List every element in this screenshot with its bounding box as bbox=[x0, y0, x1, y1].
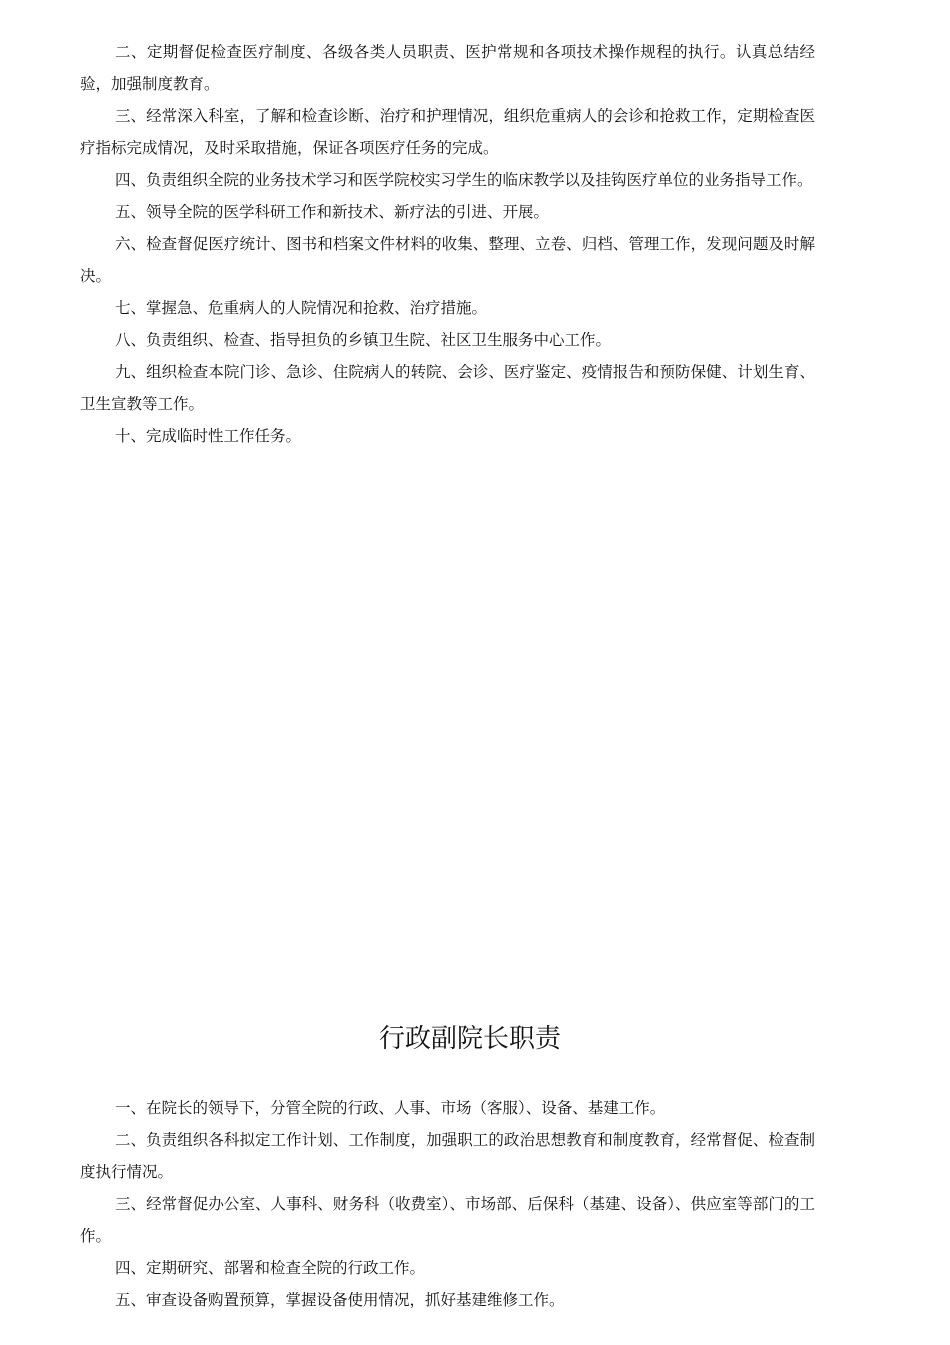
admin-duty-item-3: 三、经常督促办公室、人事科、财务科（收费室）、市场部、后保科（基建、设备）、供应室等部门的工作。 bbox=[80, 1195, 815, 1245]
duty-item-6: 六、检查督促医疗统计、图书和档案文件材料的收集、整理、立卷、归档、管理工作，发现问题及时解决。 bbox=[80, 235, 815, 285]
duty-item-4: 四、负责组织全院的业务技术学习和医学院校实习学生的临床教学以及挂钩医疗单位的业务指导工作。 bbox=[115, 171, 813, 189]
medical-duties-list bbox=[80, 36, 815, 452]
admin-duty-item-2: 二、负责组织各科拟定工作计划、工作制度，加强职工的政治思想教育和制度教育，经常督促、检查制度执行情况。 bbox=[80, 1131, 815, 1181]
duty-item-10: 十、完成临时性工作任务。 bbox=[115, 427, 302, 445]
duty-item-8: 八、负责组织、检查、指导担负的乡镇卫生院、社区卫生服务中心工作。 bbox=[115, 331, 612, 349]
duty-item-3: 三、经常深入科室，了解和检查诊断、治疗和护理情况，组织危重病人的会诊和抢救工作，定期检查医疗指标完成情况，及时采取措施，保证各项医疗任务的完成。 bbox=[80, 107, 815, 157]
admin-duty-item-1: 一、在院长的领导下，分管全院的行政、人事、市场（客服）、设备、基建工作。 bbox=[115, 1099, 666, 1117]
duty-item-5: 五、领导全院的医学科研工作和新技术、新疗法的引进、开展。 bbox=[115, 203, 550, 221]
section-title: 行政副院长职责 bbox=[378, 1024, 561, 1054]
admin-duties-list bbox=[80, 1092, 815, 1316]
duty-item-7: 七、掌握急、危重病人的人院情况和抢救、治疗措施。 bbox=[115, 299, 488, 317]
admin-duty-item-4: 四、定期研究、部署和检查全院的行政工作。 bbox=[115, 1259, 426, 1277]
duty-item-9: 九、组织检查本院门诊、急诊、住院病人的转院、会诊、医疗鉴定、疫情报告和预防保健、计划生育、卫生宣教等工作。 bbox=[80, 363, 815, 413]
duty-item-2: 二、定期督促检查医疗制度、各级各类人员职责、医护常规和各项技术操作规程的执行。认真总结经验，加强制度教育。 bbox=[80, 43, 815, 93]
admin-duty-item-5: 五、审查设备购置预算，掌握设备使用情况，抓好基建维修工作。 bbox=[115, 1291, 565, 1309]
